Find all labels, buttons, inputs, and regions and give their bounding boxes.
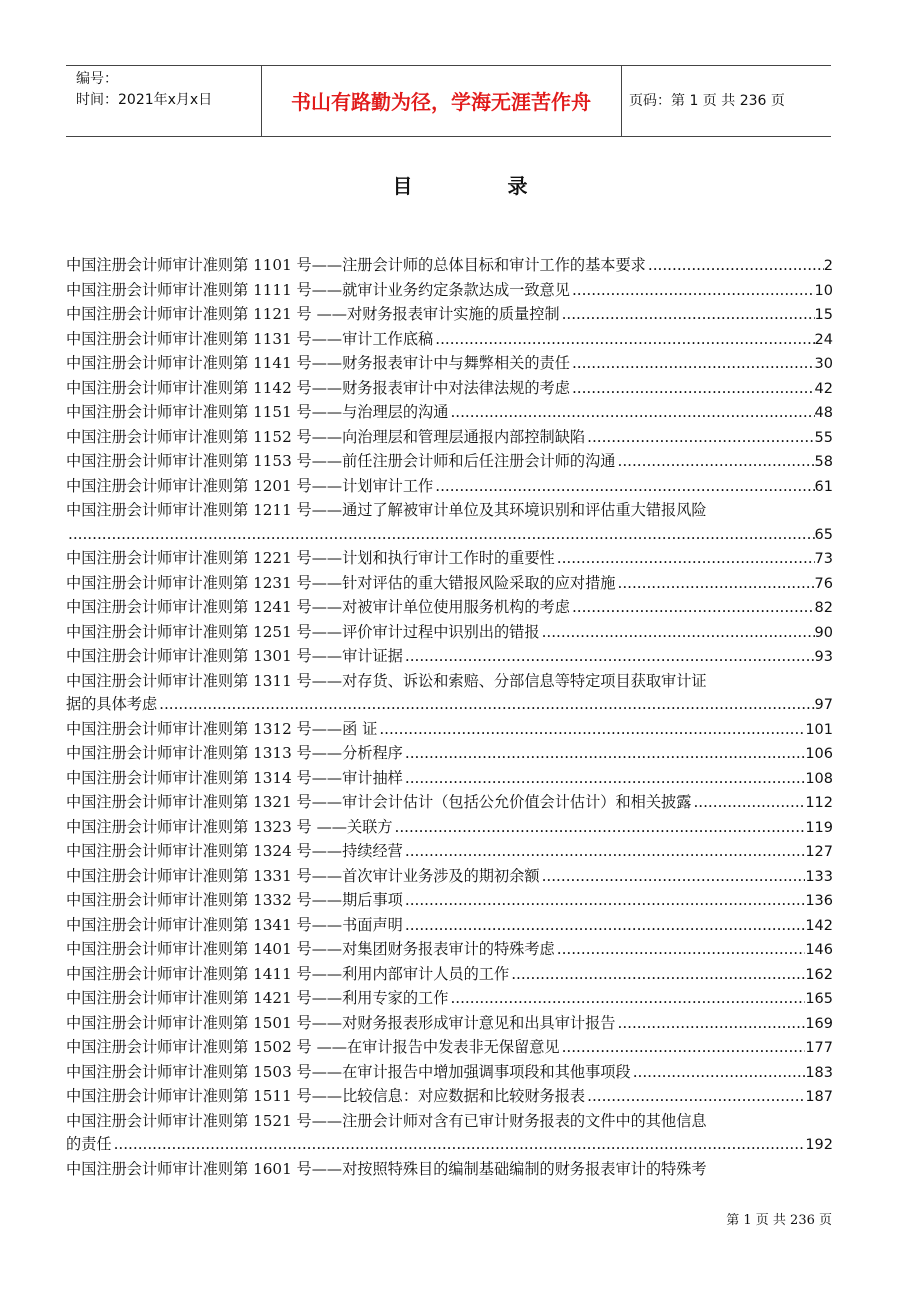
toc-entry-title: 中国注册会计师审计准则第 1324 号——持续经营 [66, 842, 403, 860]
toc-entry[interactable] [66, 352, 833, 377]
toc-leader-dots [403, 914, 805, 938]
toc-entry[interactable] [66, 450, 833, 475]
page-header [66, 65, 831, 137]
toc-leader-dots [691, 791, 805, 815]
toc-entry[interactable] [66, 303, 833, 328]
toc-page-number: 106 [805, 746, 833, 762]
toc-leader-dots [403, 645, 815, 669]
toc-entry-title: 中国注册会计师审计准则第 1121 号 ——对财务报表审计实施的质量控制 [66, 305, 560, 323]
toc-leader-dots [560, 1036, 806, 1060]
toc-entry-title: 据的具体考虑 [66, 695, 158, 713]
toc-entry-title: 中国注册会计师审计准则第 1421 号——利用专家的工作 [66, 989, 449, 1007]
toc-entry-title: 中国注册会计师审计准则第 1411 号——利用内部审计人员的工作 [66, 964, 510, 983]
toc-entry-title: 中国注册会计师审计准则第 1201 号——计划审计工作 [66, 476, 434, 495]
toc-page-number: 97 [814, 697, 833, 713]
toc-leader-dots [616, 1012, 806, 1036]
toc-leader-dots [570, 279, 815, 303]
toc-leader-dots [616, 450, 815, 474]
toc-entry-title: 中国注册会计师审计准则第 1153 号——前任注册会计师和后任注册会计师的沟通 [66, 452, 616, 470]
toc-leader-dots [509, 963, 805, 987]
toc-entry[interactable] [66, 865, 833, 890]
toc-page-number: 142 [805, 917, 833, 934]
toc-page-number: 65 [814, 526, 833, 543]
toc-entry[interactable] [66, 1061, 833, 1086]
toc-page-number: 169 [805, 1015, 833, 1032]
toc-page-number: 24 [814, 331, 833, 348]
toc-entry-title: 中国注册会计师审计准则第 1401 号——对集团财务报表审计的特殊考虑 [66, 940, 555, 958]
toc-entry[interactable] [66, 718, 833, 743]
toc-leader-dots [157, 693, 814, 717]
toc-entry[interactable] [66, 645, 833, 670]
toc-page-number: 136 [805, 893, 833, 909]
toc-page-number: 2 [823, 258, 833, 274]
toc-leader-dots [448, 987, 805, 1011]
toc-entry[interactable] [66, 1110, 833, 1158]
toc-entry-title: 中国注册会计师审计准则第 1152 号——向治理层和管理层通报内部控制缺陷 [66, 427, 586, 446]
toc-entry-title: 中国注册会计师审计准则第 1312 号——函 证 [66, 719, 378, 738]
toc-entry[interactable] [66, 791, 833, 816]
toc-page-number: 119 [805, 819, 833, 836]
toc-leader-dots [403, 742, 805, 766]
toc-leader-dots [560, 303, 815, 327]
toc-entry[interactable] [66, 621, 833, 646]
toc-entry[interactable] [66, 1085, 833, 1110]
toc-entry[interactable] [66, 401, 833, 426]
toc-entry[interactable] [66, 279, 833, 304]
motto-text: 书山有路勤为径，学海无涯苦作舟 [291, 90, 591, 114]
toc-page-number: 48 [814, 405, 833, 421]
toc-leader-dots [66, 523, 815, 547]
toc-entry-title: 中国注册会计师审计准则第 1323 号 ——关联方 [66, 817, 393, 836]
toc-page-number: 76 [814, 575, 833, 592]
toc-entry[interactable] [66, 377, 833, 402]
toc-leader-dots [393, 816, 806, 840]
toc-entry[interactable] [66, 963, 833, 988]
toc-entry[interactable] [66, 596, 833, 621]
toc-entry[interactable] [66, 767, 833, 792]
toc-entry-title: 中国注册会计师审计准则第 1321 号——审计会计估计（包括公允价值会计估计）和相关披露 [66, 793, 692, 811]
toc-leader-dots [448, 401, 814, 425]
toc-page-number: 15 [814, 307, 833, 323]
toc-entry-title: 中国注册会计师审计准则第 1301 号——审计证据 [66, 647, 403, 665]
toc-entry[interactable] [66, 1036, 833, 1061]
toc-entry[interactable] [66, 1012, 833, 1037]
toc-entry[interactable] [66, 547, 833, 572]
toc-entry[interactable] [66, 499, 833, 547]
toc-entry-title: 中国注册会计师审计准则第 1231 号——针对评估的重大错报风险采取的应对措施 [66, 573, 616, 592]
toc-entry[interactable] [66, 572, 833, 597]
time-label: 时间：2021年x月x日 [76, 92, 213, 108]
toc-leader-dots [403, 767, 805, 791]
toc-entry-title: 中国注册会计师审计准则第 1101 号——注册会计师的总体目标和审计工作的基本要求 [66, 256, 646, 274]
toc-leader-dots [403, 840, 805, 864]
toc-entry-title: 中国注册会计师审计准则第 1313 号——分析程序 [66, 744, 403, 762]
toc-leader-dots [570, 352, 815, 376]
toc-entry-title: 中国注册会计师审计准则第 1142 号——财务报表审计中对法律法规的考虑 [66, 378, 570, 397]
toc-entry[interactable] [66, 426, 833, 451]
toc-entry-title: 中国注册会计师审计准则第 1332 号——期后事项 [66, 891, 403, 909]
toc-leader-dots [631, 1061, 806, 1085]
toc-page-number: 192 [805, 1137, 833, 1153]
toc-leader-dots [555, 547, 815, 571]
toc-page-number: 162 [805, 966, 833, 983]
toc-entry-title: 的责任 [66, 1135, 112, 1153]
toc-page-number: 177 [805, 1040, 833, 1056]
header-page-cell [621, 66, 831, 136]
toc-entry[interactable] [66, 938, 833, 963]
toc-title: 目 录 [392, 174, 572, 198]
toc-page-number: 82 [814, 600, 833, 616]
toc-leader-dots [540, 621, 815, 645]
toc-entry-title: 中国注册会计师审计准则第 1141 号——财务报表审计中与舞弊相关的责任 [66, 354, 570, 372]
toc-page-number: 61 [814, 478, 833, 495]
toc-page-number: 73 [814, 551, 833, 567]
toc-page-number: 101 [805, 721, 833, 738]
toc-entry[interactable] [66, 889, 833, 914]
toc-entry[interactable] [66, 840, 833, 865]
toc-leader-dots [616, 572, 815, 596]
toc-leader-dots [555, 938, 806, 962]
toc-leader-dots [377, 718, 805, 742]
toc-entry-title: 中国注册会计师审计准则第 1501 号——对财务报表形成审计意见和出具审计报告 [66, 1013, 616, 1032]
page-code-label: 页码：第 1 页 共 236 页 [629, 93, 785, 109]
toc-entry-title: 中国注册会计师审计准则第 1511 号——比较信息：对应数据和比较财务报表 [66, 1087, 586, 1105]
toc-page-number: 42 [814, 380, 833, 397]
toc-page-number: 146 [805, 942, 833, 958]
toc-page-number: 55 [814, 429, 833, 446]
toc-entry-title: 中国注册会计师审计准则第 1111 号——就审计业务约定条款达成一致意见 [66, 280, 570, 299]
page-footer: 第 1 页 共 236 页 [726, 1213, 832, 1228]
toc-page-number: 112 [805, 795, 833, 811]
toc-entry-title: 中国注册会计师审计准则第 1151 号——与治理层的沟通 [66, 403, 449, 421]
toc-page-number: 165 [805, 991, 833, 1007]
toc-leader-dots [570, 377, 815, 401]
toc-leader-dots [403, 889, 805, 913]
toc-page-number: 183 [805, 1064, 833, 1081]
toc-entry-title: 中国注册会计师审计准则第 1241 号——对被审计单位使用服务机构的考虑 [66, 598, 570, 616]
toc-page-number: 108 [805, 770, 833, 787]
header-motto-cell [261, 66, 622, 136]
toc-page-number: 127 [805, 844, 833, 860]
toc-entry-title: 中国注册会计师审计准则第 1503 号——在审计报告中增加强调事项段和其他事项段 [66, 1062, 631, 1081]
toc-entry-title: 中国注册会计师审计准则第 1502 号 ——在审计报告中发表非无保留意见 [66, 1038, 560, 1056]
toc-entry[interactable] [66, 254, 833, 279]
toc-entry-title: 中国注册会计师审计准则第 1521 号——注册会计师对含有已审计财务报表的文件中的其他信息 [66, 1111, 707, 1130]
toc-entry[interactable] [66, 328, 833, 353]
serial-number-label: 编号： [76, 71, 118, 87]
toc-entry-title: 中国注册会计师审计准则第 1314 号——审计抽样 [66, 768, 403, 787]
toc-entry-title: 中国注册会计师审计准则第 1131 号——审计工作底稿 [66, 329, 434, 348]
header-meta-cell [66, 66, 262, 136]
toc-leader-dots [433, 328, 814, 352]
toc-entry[interactable] [66, 475, 833, 500]
toc-entry[interactable] [66, 987, 833, 1012]
toc-entry[interactable] [66, 914, 833, 939]
toc-entry[interactable] [66, 816, 833, 841]
toc-page-number: 30 [814, 356, 833, 372]
toc-leader-dots [646, 254, 824, 278]
toc-entry-title: 中国注册会计师审计准则第 1341 号——书面声明 [66, 915, 403, 934]
toc-leader-dots [112, 1133, 806, 1157]
toc-entry[interactable] [66, 1158, 833, 1182]
toc-entry-title: 中国注册会计师审计准则第 1331 号——首次审计业务涉及的期初余额 [66, 866, 540, 885]
toc-entry-title: 中国注册会计师审计准则第 1251 号——评价审计过程中识别出的错报 [66, 622, 540, 641]
toc-leader-dots [585, 1085, 805, 1109]
toc-leader-dots [433, 475, 814, 499]
toc-entry-title: 中国注册会计师审计准则第 1311 号——对存货、诉讼和索赔、分部信息等特定项目获取审计证 [66, 671, 707, 690]
toc-entry[interactable] [66, 670, 833, 718]
toc-page-number: 10 [814, 282, 833, 299]
toc-page-number: 133 [805, 868, 833, 885]
toc-leader-dots [570, 596, 815, 620]
toc-entry-title: 中国注册会计师审计准则第 1211 号——通过了解被审计单位及其环境识别和评估重大错报风险 [66, 501, 707, 519]
table-of-contents [66, 254, 833, 1181]
toc-page-number: 93 [814, 649, 833, 665]
toc-page-number: 90 [814, 624, 833, 641]
toc-leader-dots [585, 426, 814, 450]
toc-page-number: 187 [805, 1089, 833, 1105]
toc-leader-dots [540, 865, 806, 889]
toc-entry-title: 中国注册会计师审计准则第 1221 号——计划和执行审计工作时的重要性 [66, 549, 555, 567]
toc-entry[interactable] [66, 742, 833, 767]
toc-entry-title: 中国注册会计师审计准则第 1601 号——对按照特殊目的编制基础编制的财务报表审计的特殊考 [66, 1159, 707, 1178]
toc-page-number: 58 [814, 454, 833, 470]
